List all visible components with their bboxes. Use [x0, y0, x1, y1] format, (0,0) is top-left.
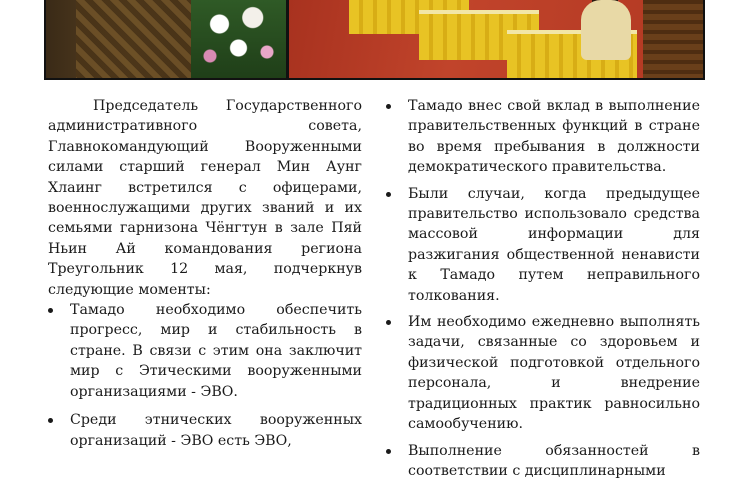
- bullet-text: Тамадо необходимо обеспечить прогресс, мир и стабильность в стране. В связи с этим она заключит мир с Этическими вооруженными организациями - ЭВО.: [70, 302, 362, 400]
- bullet-icon: [386, 449, 391, 454]
- bullet-text: Среди этнических вооруженных организаций - ЭВО есть ЭВО,: [70, 412, 362, 449]
- wooden-chair: [643, 0, 703, 78]
- bullet-text: Выполнение обязанностей в соответствии с дисциплинарными: [408, 442, 700, 479]
- bullet-text: Были случаи, когда предыдущее правительство использовало средства массовой информации для разжигания общественной ненависти к Тамадо путем неправильного толкования.: [408, 185, 700, 304]
- bullet-icon: [386, 192, 391, 197]
- bullet-icon: [386, 320, 391, 325]
- bullet-item: [386, 184, 700, 306]
- photo-meeting-hall: [289, 0, 703, 78]
- intro-paragraph: Председатель Государственного административного совета, Главнокомандующий Вооруженными силами старший генерал Мин Аунг Хлаинг встретился с офицерами, военнослужащими других званий и их семьями гарнизона Чёнгтун в зале Пяй Ньин Ай командования региона Треугольник 12 мая, подчеркнув следующие моменты:: [48, 98, 362, 298]
- bullet-icon: [48, 418, 53, 423]
- bullet-icon: [386, 104, 391, 109]
- bullet-item: [386, 96, 700, 178]
- left-column: [48, 96, 362, 459]
- flower-arrangement: [191, 0, 286, 78]
- seated-person: [581, 0, 631, 60]
- right-bullet-list: [386, 96, 700, 481]
- right-column: [386, 96, 700, 487]
- photo-ornate-chair-and-flowers: [46, 0, 286, 78]
- bullet-item: [48, 300, 362, 402]
- bullet-item: [386, 441, 700, 482]
- bullet-item: [386, 312, 700, 434]
- bullet-icon: [48, 308, 53, 313]
- header-photo: [44, 0, 705, 80]
- bullet-text: Тамадо внес свой вклад в выполнение правительственных функций в стране во время пребывания в должности демократического правительства.: [408, 98, 700, 176]
- bullet-text: Им необходимо ежедневно выполнять задачи, связанные со здоровьем и физической подготовкой отдельного персонала, и внедрение традиционных практик равносильно самообучению.: [408, 314, 700, 433]
- left-bullet-list: [48, 300, 362, 451]
- bullet-item: [48, 410, 362, 451]
